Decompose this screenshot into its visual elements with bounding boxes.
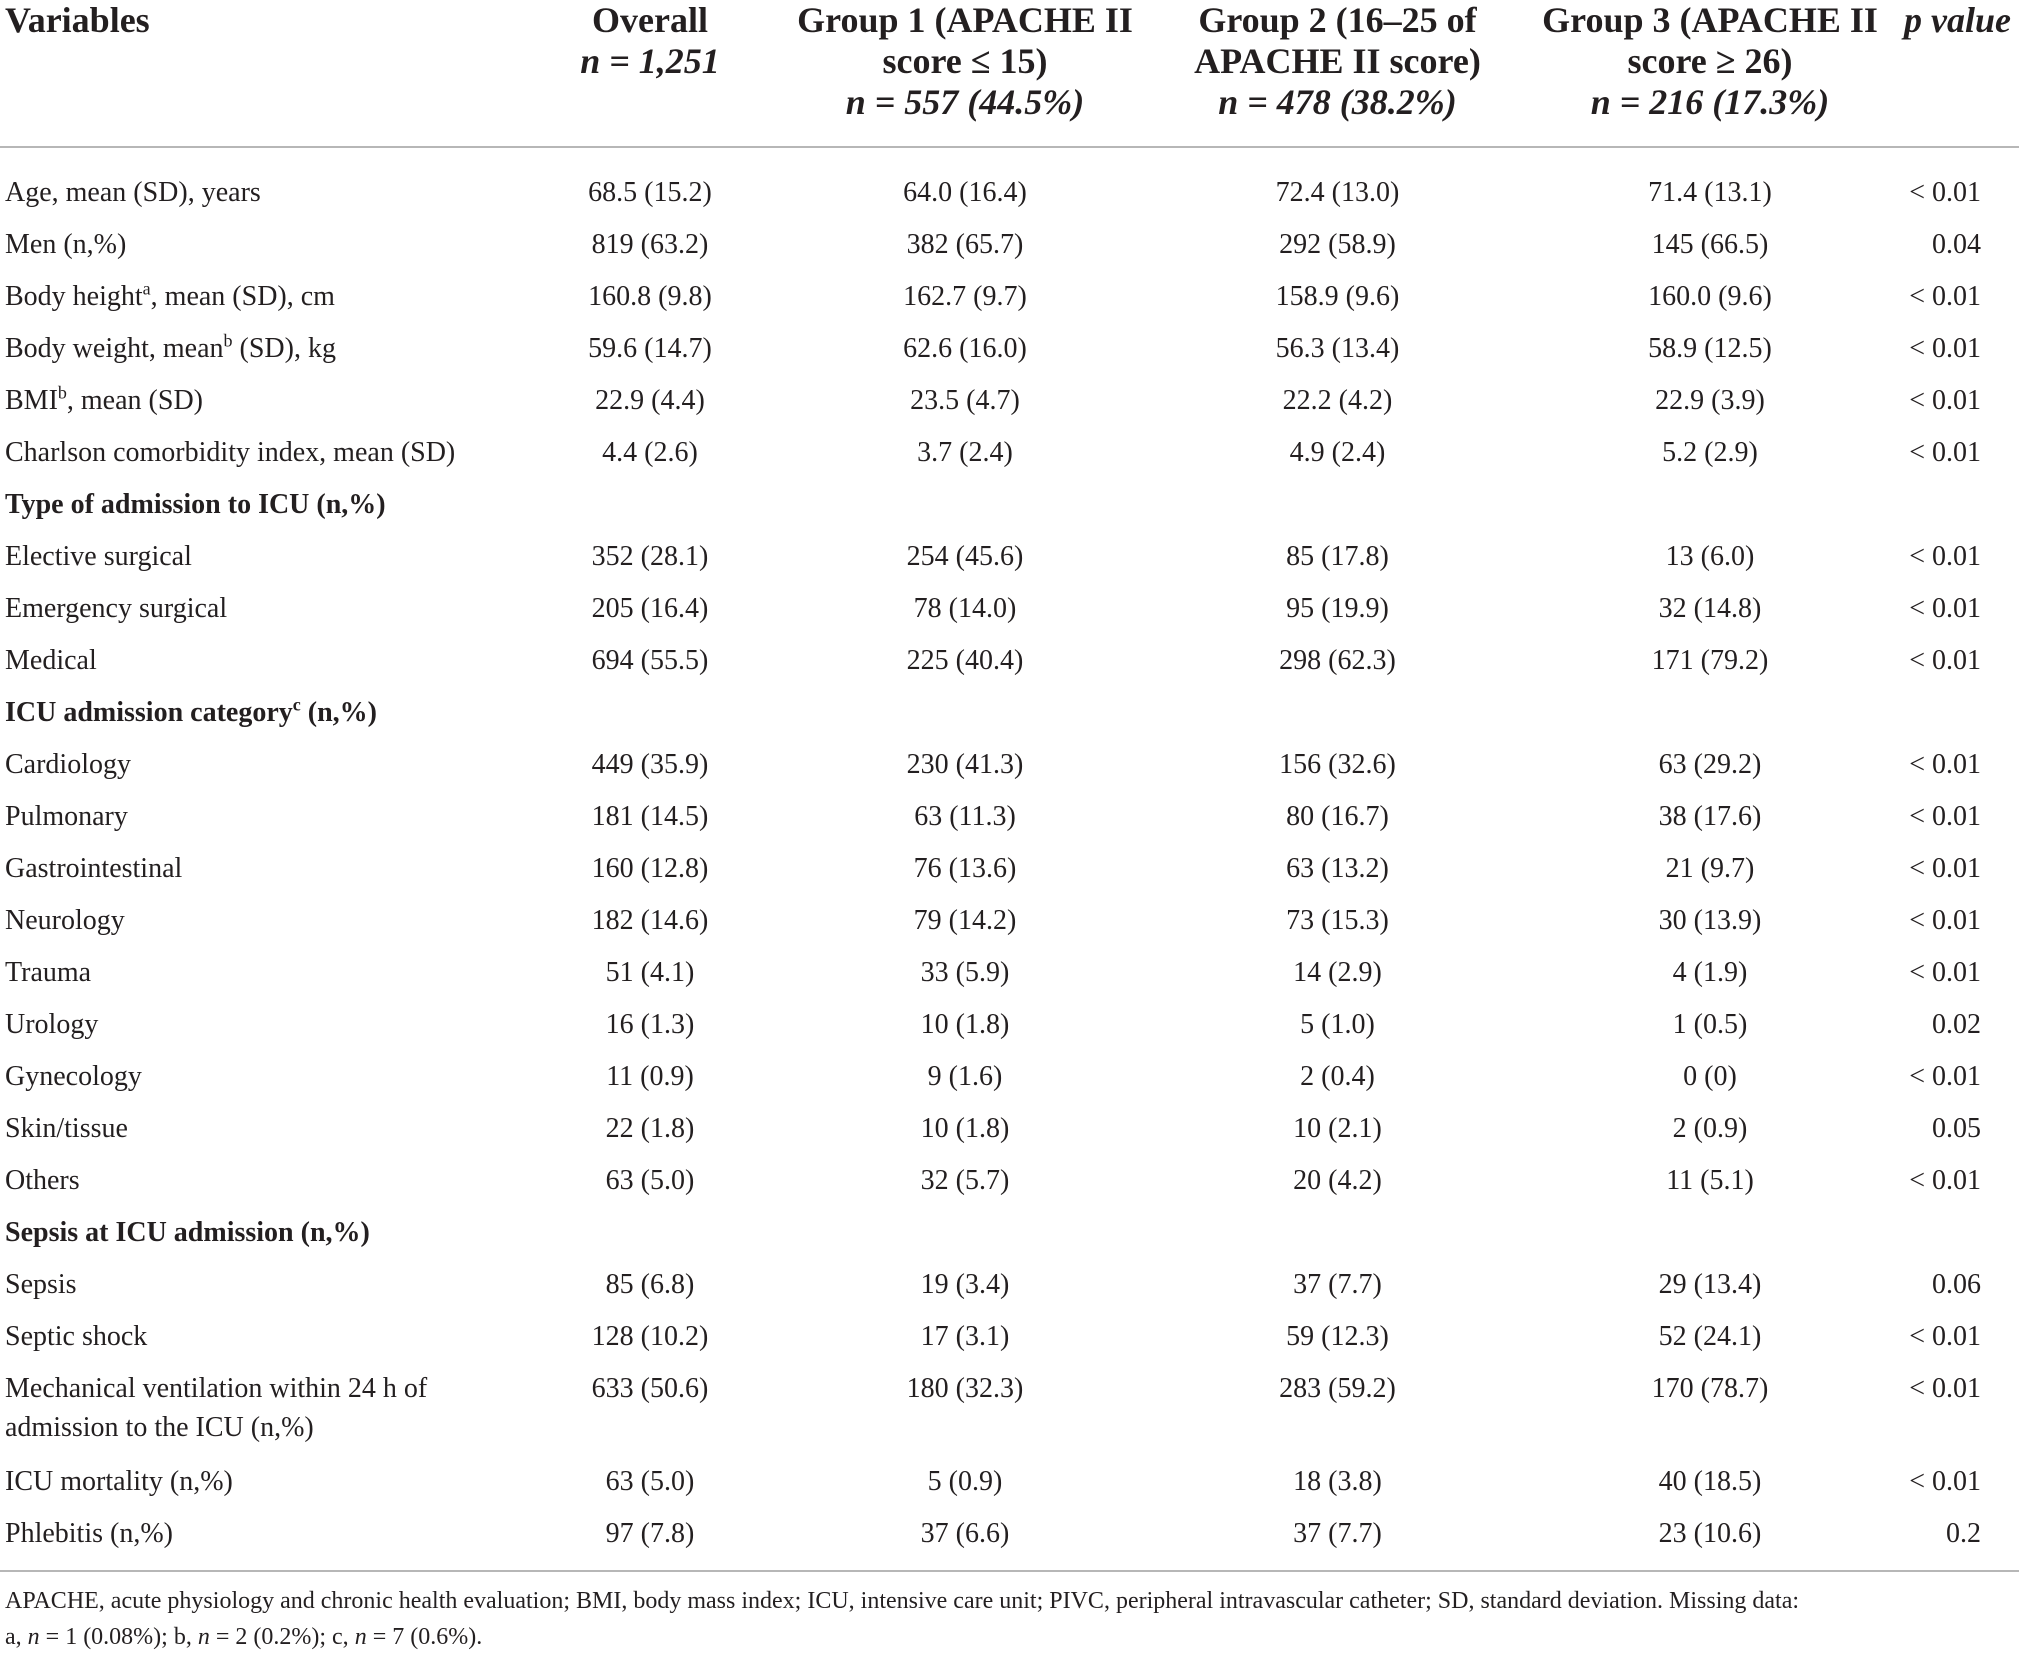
cell-g3: 30 (13.9) — [1658, 905, 1762, 936]
cell-g3: 5.2 (2.9) — [1662, 437, 1758, 468]
cell-g2: 156 (32.6) — [1279, 749, 1396, 780]
row-label: Trauma — [5, 957, 92, 988]
cell-g2: 73 (15.3) — [1286, 905, 1389, 936]
cell-overall: 160.8 (9.8) — [588, 281, 712, 312]
cell-g3: 145 (66.5) — [1651, 229, 1769, 260]
cell-g2: 158.9 (9.6) — [1275, 281, 1400, 312]
cell-g1: 225 (40.4) — [906, 645, 1024, 676]
cell-g1: 19 (3.4) — [920, 1269, 1010, 1300]
row-label: Gynecology — [5, 1061, 142, 1092]
row-label: Body height$^a$, mean (SD), cm — [5, 278, 335, 312]
cell-g2: 59 (12.3) — [1286, 1321, 1389, 1352]
cell-g1: 9 (1.6) — [927, 1061, 1003, 1092]
cell-overall: 633 (50.6) — [591, 1373, 709, 1404]
cell-g1: 23.5 (4.7) — [910, 385, 1020, 416]
cell-p-value: < 0.01 — [1909, 333, 1981, 364]
header-rule — [0, 146, 2019, 148]
row-label: Medical — [5, 645, 97, 676]
cell-p-value: < 0.01 — [1909, 749, 1981, 780]
header-group2: Group 2 (16–25 of APACHE II score) n = 478 (38.2%) — [1194, 0, 1481, 122]
cell-p-value: < 0.01 — [1909, 385, 1981, 416]
cell-overall: 59.6 (14.7) — [588, 333, 712, 364]
row-label: Age, mean (SD), years — [5, 177, 261, 208]
row-label: Sepsis at ICU admission (n,%) — [5, 1217, 370, 1248]
cell-p-value: 0.04 — [1932, 229, 1981, 260]
cell-p-value: 0.02 — [1932, 1009, 1981, 1040]
cell-g3: 170 (78.7) — [1651, 1373, 1769, 1404]
cell-g3: 11 (5.1) — [1666, 1165, 1754, 1196]
cell-p-value: < 0.01 — [1909, 905, 1981, 936]
cell-overall: 22.9 (4.4) — [595, 385, 705, 416]
cell-p-value: < 0.01 — [1909, 541, 1981, 572]
cell-p-value: < 0.01 — [1909, 281, 1981, 312]
header-overall: Overall n = 1,251 — [580, 0, 720, 81]
cell-overall: 128 (10.2) — [591, 1321, 709, 1352]
cell-g1: 382 (65.7) — [906, 229, 1024, 260]
cell-g3: 23 (10.6) — [1658, 1518, 1762, 1549]
cell-g3: 13 (6.0) — [1665, 541, 1755, 572]
cell-g2: 298 (62.3) — [1279, 645, 1396, 676]
cell-g2: 63 (13.2) — [1286, 853, 1389, 884]
cell-p-value: < 0.01 — [1909, 177, 1981, 208]
cell-g1: 180 (32.3) — [906, 1373, 1024, 1404]
cell-g3: 52 (24.1) — [1658, 1321, 1762, 1352]
cell-overall: 352 (28.1) — [591, 541, 709, 572]
cell-overall: 68.5 (15.2) — [588, 177, 712, 208]
cell-overall: 694 (55.5) — [591, 645, 709, 676]
cell-g1: 62.6 (16.0) — [903, 333, 1027, 364]
row-label: Septic shock — [5, 1321, 148, 1352]
cell-p-value: < 0.01 — [1909, 645, 1981, 676]
row-label: Emergency surgical — [5, 593, 228, 624]
cell-p-value: 0.05 — [1932, 1113, 1981, 1144]
cell-g3: 0 (0) — [1683, 1061, 1737, 1092]
cell-g2: 37 (7.7) — [1293, 1269, 1382, 1300]
bottom-rule — [0, 1570, 2019, 1572]
cell-p-value: < 0.01 — [1909, 1373, 1981, 1404]
cell-g3: 1 (0.5) — [1672, 1009, 1748, 1040]
cell-overall: 11 (0.9) — [606, 1061, 694, 1092]
cell-g2: 80 (16.7) — [1286, 801, 1389, 832]
cell-p-value: < 0.01 — [1909, 1061, 1981, 1092]
row-label: Cardiology — [5, 749, 131, 780]
cell-g2: 20 (4.2) — [1293, 1165, 1382, 1196]
cell-overall: 160 (12.8) — [591, 853, 709, 884]
row-label: Others — [5, 1165, 80, 1196]
cell-p-value: < 0.01 — [1909, 1321, 1981, 1352]
cell-overall: 205 (16.4) — [591, 593, 709, 624]
cell-g1: 3.7 (2.4) — [917, 437, 1013, 468]
cell-g3: 32 (14.8) — [1658, 593, 1762, 624]
cell-g1: 162.7 (9.7) — [903, 281, 1027, 312]
row-label: Gastrointestinal — [5, 853, 183, 884]
header-group1: Group 1 (APACHE II score ≤ 15) n = 557 (44.5%) — [797, 0, 1133, 122]
cell-g2: 10 (2.1) — [1293, 1113, 1382, 1144]
cell-g1: 76 (13.6) — [913, 853, 1017, 884]
cell-g3: 29 (13.4) — [1658, 1269, 1762, 1300]
row-label: Pulmonary — [5, 801, 128, 832]
cell-p-value: < 0.01 — [1909, 1165, 1981, 1196]
cell-p-value: < 0.01 — [1909, 801, 1981, 832]
cell-g1: 78 (14.0) — [913, 593, 1017, 624]
cell-g2: 5 (1.0) — [1300, 1009, 1375, 1040]
cell-g1: 33 (5.9) — [920, 957, 1010, 988]
cell-g3: 63 (29.2) — [1658, 749, 1762, 780]
header-variables: Variables — [5, 0, 150, 40]
cell-overall: 819 (63.2) — [591, 229, 709, 260]
cell-overall: 51 (4.1) — [605, 957, 695, 988]
row-label: BMI$^b$, mean (SD) — [5, 382, 203, 416]
table-header — [0, 0, 2019, 146]
row-label: ICU admission category$^c$ (n,%) — [5, 694, 377, 728]
row-label: Urology — [5, 1009, 99, 1040]
cell-g3: 38 (17.6) — [1658, 801, 1762, 832]
cell-p-value: < 0.01 — [1909, 957, 1981, 988]
row-label: Elective surgical — [5, 541, 192, 572]
cell-g3: 58.9 (12.5) — [1648, 333, 1772, 364]
cell-g1: 17 (3.1) — [920, 1321, 1010, 1352]
cell-overall: 85 (6.8) — [605, 1269, 695, 1300]
cell-overall: 16 (1.3) — [605, 1009, 695, 1040]
cell-g3: 40 (18.5) — [1658, 1466, 1762, 1497]
cell-g2: 22.2 (4.2) — [1282, 385, 1393, 416]
cell-g1: 63 (11.3) — [914, 801, 1016, 832]
cell-overall: 449 (35.9) — [591, 749, 709, 780]
cell-g3: 2 (0.9) — [1672, 1113, 1748, 1144]
cell-p-value: < 0.01 — [1909, 593, 1981, 624]
row-label: Men (n,%) — [5, 229, 127, 260]
cell-g1: 79 (14.2) — [913, 905, 1017, 936]
cell-overall: 63 (5.0) — [605, 1466, 695, 1497]
row-label: Phlebitis (n,%) — [5, 1518, 173, 1549]
cell-g2: 37 (7.7) — [1293, 1518, 1382, 1549]
row-label: Skin/tissue — [5, 1113, 128, 1144]
cell-overall: 22 (1.8) — [605, 1113, 695, 1144]
cell-g2: 292 (58.9) — [1279, 229, 1396, 260]
row-label: Neurology — [5, 905, 125, 936]
cell-g2: 85 (17.8) — [1286, 541, 1389, 572]
cell-p-value: < 0.01 — [1909, 1466, 1981, 1497]
cell-g3: 71.4 (13.1) — [1648, 177, 1772, 208]
cell-p-value: 0.2 — [1946, 1518, 1981, 1549]
cell-g1: 32 (5.7) — [920, 1165, 1010, 1196]
cell-g2: 18 (3.8) — [1293, 1466, 1382, 1497]
cell-g3: 171 (79.2) — [1651, 645, 1769, 676]
cell-g1: 10 (1.8) — [920, 1113, 1010, 1144]
cell-g3: 22.9 (3.9) — [1655, 385, 1765, 416]
cell-overall: 63 (5.0) — [605, 1165, 695, 1196]
cell-g2: 95 (19.9) — [1286, 593, 1389, 624]
cell-g2: 4.9 (2.4) — [1289, 437, 1386, 468]
cell-g3: 21 (9.7) — [1665, 853, 1755, 884]
row-label: Charlson comorbidity index, mean (SD) — [5, 437, 456, 468]
cell-g2: 72.4 (13.0) — [1275, 177, 1400, 208]
cell-overall: 97 (7.8) — [605, 1518, 695, 1549]
header-p-value: p value — [1904, 0, 2011, 40]
cell-g2: 283 (59.2) — [1279, 1373, 1396, 1404]
cell-g1: 5 (0.9) — [927, 1466, 1003, 1497]
cell-g1: 37 (6.6) — [920, 1518, 1010, 1549]
cell-overall: 4.4 (2.6) — [602, 437, 698, 468]
header-group3: Group 3 (APACHE II score ≥ 26) n = 216 (17.3%) — [1542, 0, 1878, 122]
cell-overall: 182 (14.6) — [591, 905, 709, 936]
cell-overall: 181 (14.5) — [591, 801, 709, 832]
row-label: Sepsis — [5, 1269, 77, 1300]
cell-g2: 2 (0.4) — [1300, 1061, 1375, 1092]
row-label: Type of admission to ICU (n,%) — [5, 489, 386, 520]
cell-g1: 254 (45.6) — [906, 541, 1024, 572]
cell-g2: 56.3 (13.4) — [1275, 333, 1400, 364]
table-footnote: APACHE, acute physiology and chronic health evaluation; BMI, body mass index; ICU, intensive care unit; PIVC, peripheral intravascular catheter; SD, standard deviation. Missing data: a, n = 1 (0.08%); b, n = 2 (0.2%); c, n = 7 (0.6%). — [5, 1588, 1800, 1650]
cell-g1: 10 (1.8) — [920, 1009, 1010, 1040]
cell-p-value: 0.06 — [1932, 1269, 1981, 1300]
cell-g1: 64.0 (16.4) — [903, 177, 1027, 208]
cell-p-value: < 0.01 — [1909, 853, 1981, 884]
cell-p-value: < 0.01 — [1909, 437, 1981, 468]
cell-g3: 4 (1.9) — [1672, 957, 1748, 988]
cell-g1: 230 (41.3) — [906, 749, 1024, 780]
cell-g2: 14 (2.9) — [1293, 957, 1382, 988]
row-label: Mechanical ventilation within 24 h of admission to the ICU (n,%) — [5, 1373, 428, 1443]
row-label: ICU mortality (n,%) — [5, 1466, 233, 1497]
cell-g3: 160.0 (9.6) — [1648, 281, 1772, 312]
row-label: Body weight, mean$^b$ (SD), kg — [5, 330, 336, 364]
